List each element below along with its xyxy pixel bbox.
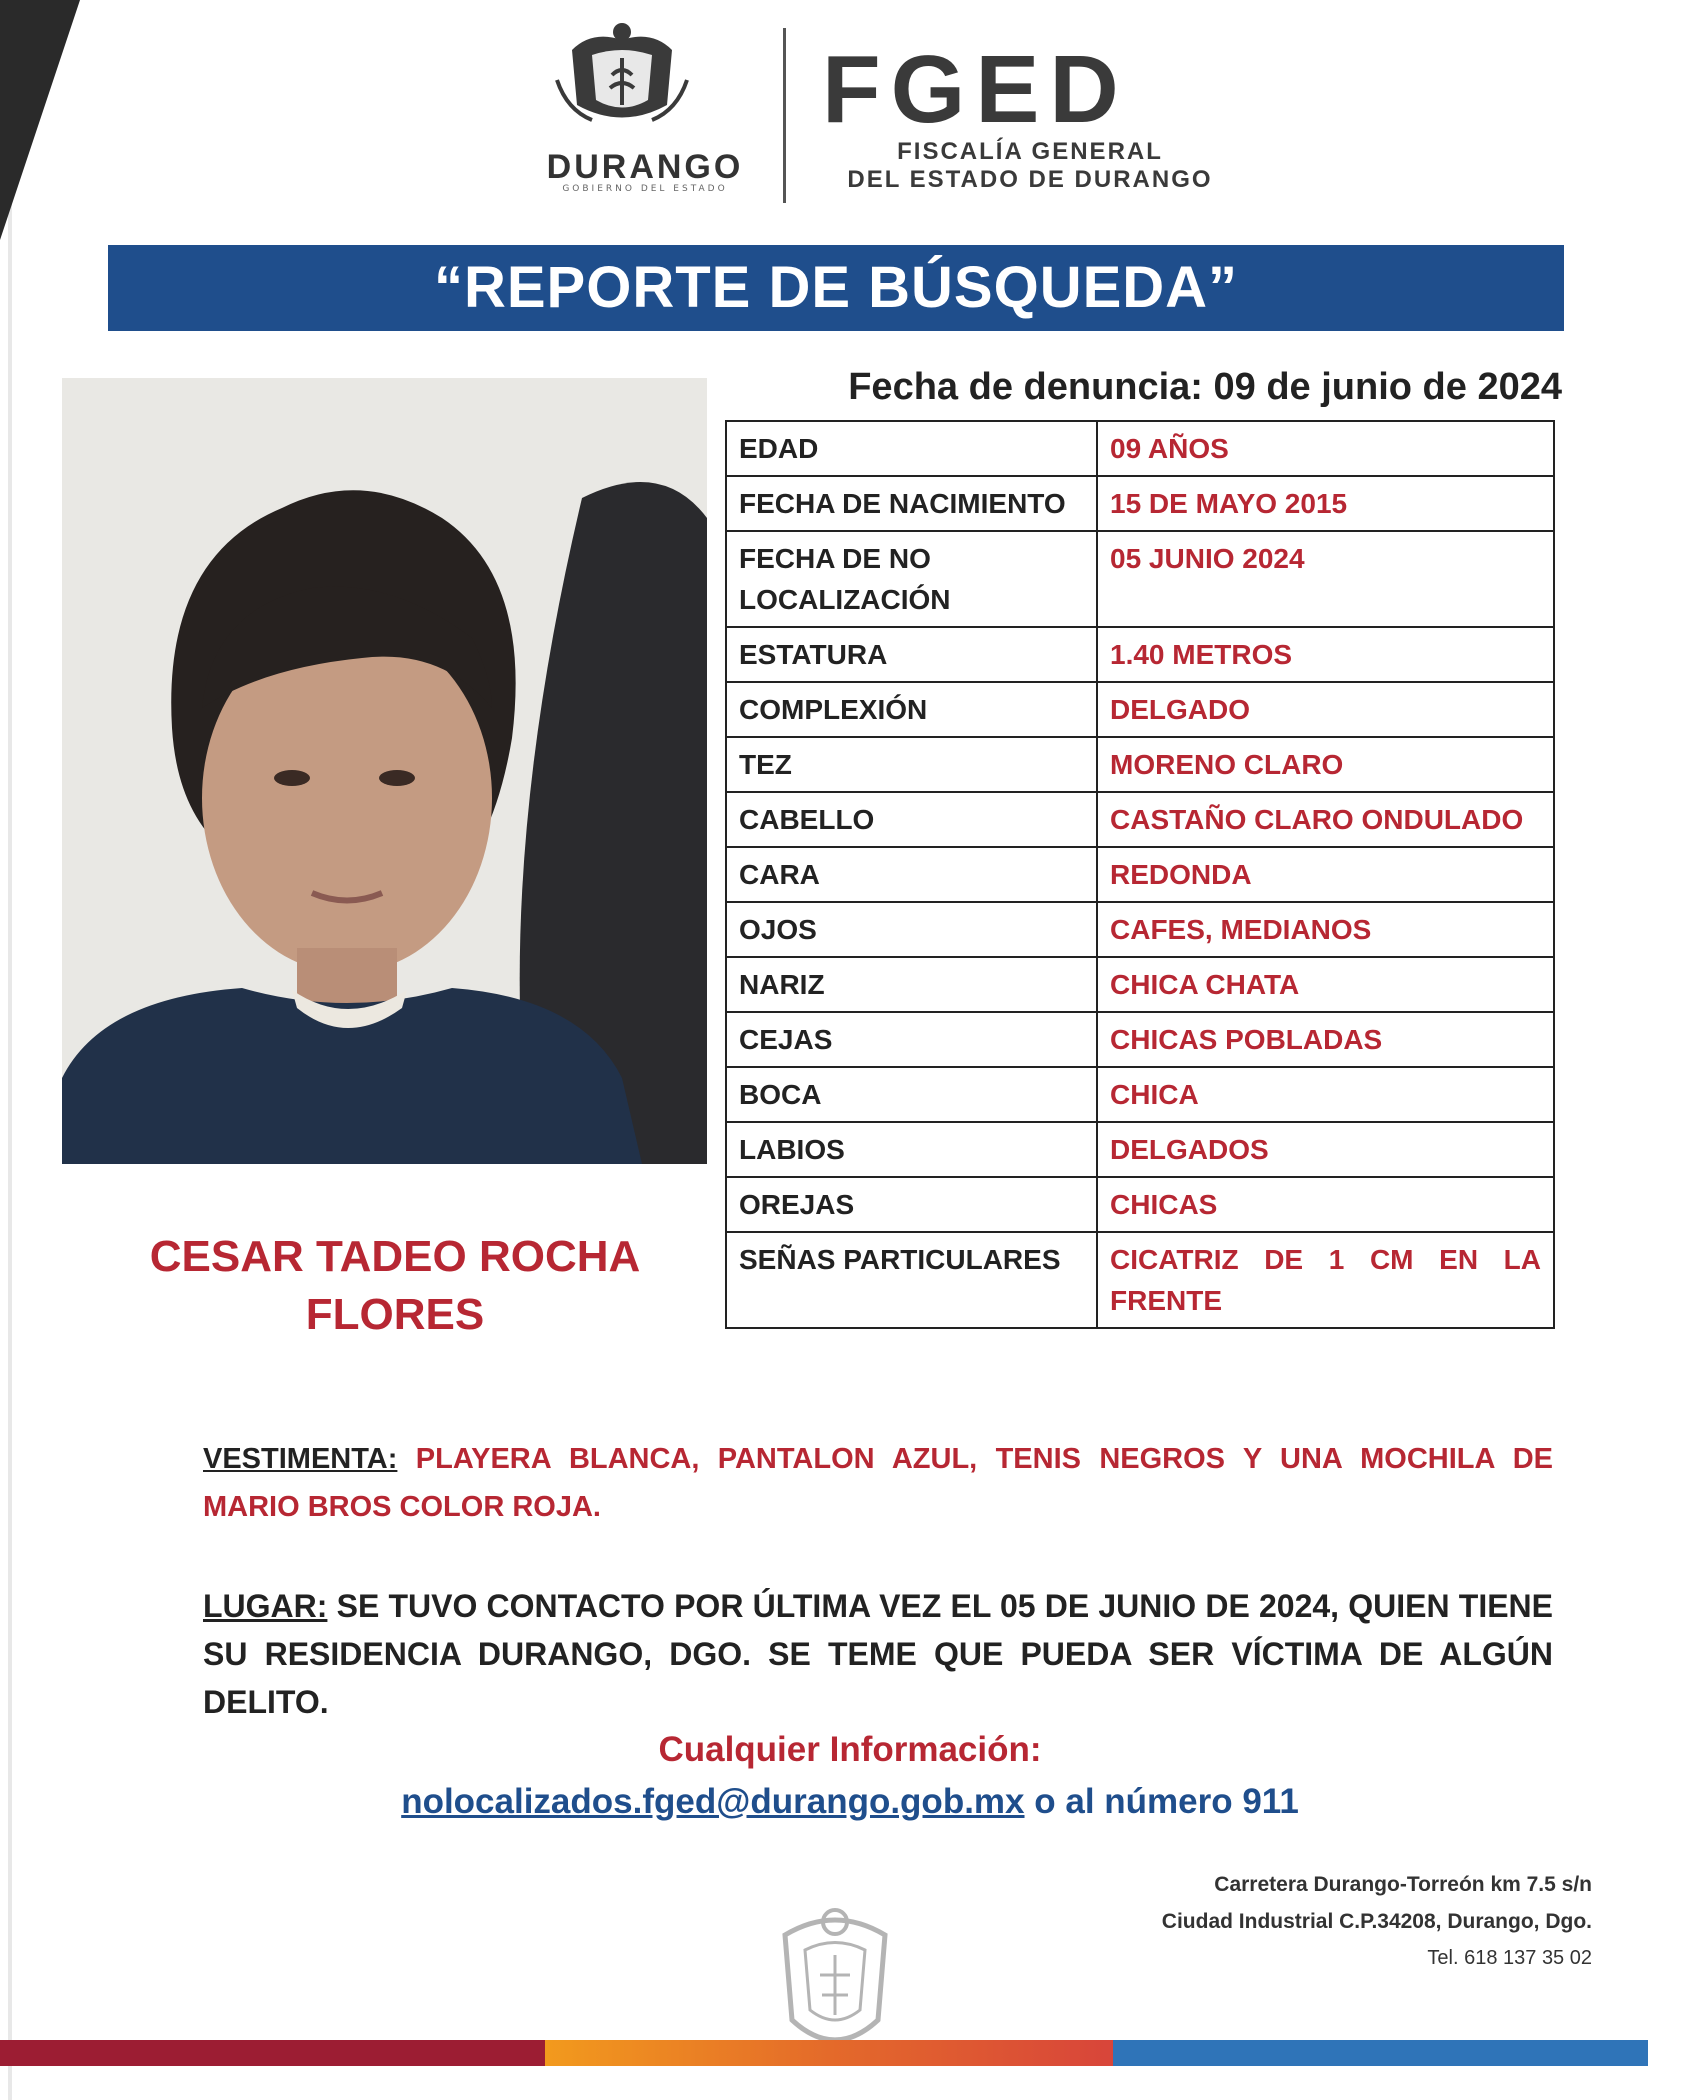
detail-value: 09 AÑOS [1097, 421, 1554, 476]
footer-bar-orange [545, 2040, 1113, 2066]
detail-value: CHICAS POBLADAS [1097, 1012, 1554, 1067]
detail-label: BOCA [726, 1067, 1097, 1122]
table-row [726, 957, 1554, 1012]
detail-value: REDONDA [1097, 847, 1554, 902]
durango-name: DURANGO [546, 148, 744, 186]
detail-label: OJOS [726, 902, 1097, 957]
fged-subtitle [840, 138, 1220, 193]
person-name [140, 1228, 650, 1344]
contact-line [0, 1782, 1700, 1822]
detail-value: 05 JUNIO 2024 [1097, 531, 1554, 627]
clothing-text: PLAYERA BLANCA, PANTALON AZUL, TENIS NEGROS Y UNA MOCHILA DE MARIO BROS COLOR ROJA. [203, 1443, 1553, 1523]
detail-label: TEZ [726, 737, 1097, 792]
table-row [726, 476, 1554, 531]
detail-label: EDAD [726, 421, 1097, 476]
detail-value: DELGADOS [1097, 1122, 1554, 1177]
table-row [726, 902, 1554, 957]
durango-subtitle: GOBIERNO DEL ESTADO [562, 184, 728, 194]
place-description [203, 1582, 1553, 1726]
footer-bar-red [0, 2040, 545, 2066]
address-block [1162, 1866, 1592, 1977]
table-row [726, 847, 1554, 902]
detail-label: CARA [726, 847, 1097, 902]
table-row [726, 627, 1554, 682]
detail-value: 1.40 METROS [1097, 627, 1554, 682]
detail-label: FECHA DE NACIMIENTO [726, 476, 1097, 531]
detail-label: COMPLEXIÓN [726, 682, 1097, 737]
detail-value: CHICA CHATA [1097, 957, 1554, 1012]
table-row [726, 421, 1554, 476]
detail-value: CAFES, MEDIANOS [1097, 902, 1554, 957]
table-row [726, 1122, 1554, 1177]
contact-title: Cualquier Información: [658, 1730, 1042, 1769]
footer-bar-blue [1113, 2040, 1648, 2066]
address-line2: Ciudad Industrial C.P.34208, Durango, Dgo. [1161, 1910, 1592, 1933]
photo-illustration [62, 378, 707, 1164]
header [540, 20, 1240, 200]
folded-corner [0, 0, 80, 240]
clothing-description [203, 1435, 1553, 1531]
detail-label: CEJAS [726, 1012, 1097, 1067]
detail-value: 15 DE MAYO 2015 [1097, 476, 1554, 531]
contact-phone-text: o al número 911 [1034, 1782, 1299, 1821]
durango-crest-icon [552, 20, 692, 140]
table-row [726, 1177, 1554, 1232]
table-row [726, 531, 1554, 627]
fged-subtitle-line2: DEL ESTADO DE DURANGO [847, 165, 1213, 193]
place-label: LUGAR: [203, 1588, 328, 1624]
clothing-label: VESTIMENTA: [203, 1443, 398, 1475]
detail-label: ESTATURA [726, 627, 1097, 682]
address-line1: Carretera Durango-Torreón km 7.5 s/n [1214, 1873, 1592, 1896]
detail-label: NARIZ [726, 957, 1097, 1012]
report-banner: “REPORTE DE BÚSQUEDA” [108, 245, 1564, 331]
detail-label: FECHA DE NO LOCALIZACIÓN [726, 531, 1097, 627]
details-table [725, 420, 1555, 1329]
table-row [726, 737, 1554, 792]
detail-value: MORENO CLARO [1097, 737, 1554, 792]
detail-label: LABIOS [726, 1122, 1097, 1177]
fged-logo-title: FGED [822, 36, 1129, 143]
table-row [726, 792, 1554, 847]
person-name-line2: FLORES [305, 1290, 485, 1339]
fged-subtitle-line1: FISCALÍA GENERAL [897, 138, 1163, 165]
address-phone: Tel. 618 137 35 02 [1427, 1947, 1592, 1969]
detail-label: OREJAS [726, 1177, 1097, 1232]
detail-value: CICATRIZ DE 1 CM EN LA FRENTE [1097, 1232, 1554, 1328]
header-divider [783, 28, 786, 203]
contact-email-link[interactable]: nolocalizados.fged@durango.gob.mx [401, 1782, 1025, 1821]
detail-value: DELGADO [1097, 682, 1554, 737]
table-row [726, 1232, 1554, 1328]
table-row [726, 682, 1554, 737]
missing-person-photo [62, 378, 707, 1164]
detail-label: SEÑAS PARTICULARES [726, 1232, 1097, 1328]
detail-label: CABELLO [726, 792, 1097, 847]
table-row [726, 1012, 1554, 1067]
detail-value: CASTAÑO CLARO ONDULADO [1097, 792, 1554, 847]
report-date: Fecha de denuncia: 09 de junio de 2024 [848, 366, 1562, 408]
detail-value: CHICAS [1097, 1177, 1554, 1232]
detail-value: CHICA [1097, 1067, 1554, 1122]
table-row [726, 1067, 1554, 1122]
person-name-line1: CESAR TADEO ROCHA [149, 1232, 641, 1281]
place-text: SE TUVO CONTACTO POR ÚLTIMA VEZ EL 05 DE JUNIO DE 2024, QUIEN TIENE SU RESIDENCIA DURANGO, DGO. SE TEME QUE PUEDA SER VÍCTIMA DE ALGÚN DELITO. [203, 1588, 1554, 1720]
